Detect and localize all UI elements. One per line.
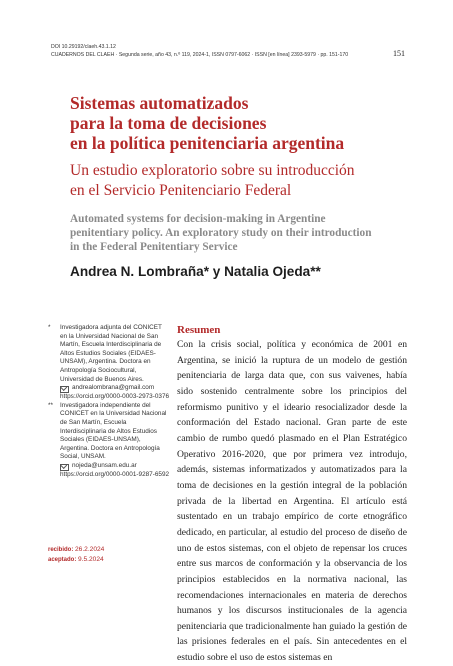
note-text: Investigadora adjunta del CONICET en la Universidad Nacional de San Martín, Escuela Interdisciplinaria de Altos Estudios Sociales (EIDAES-UNSAM), Argentina. Doctora en Antropología Sociocultural, Universidad de Buenos Aires. bbox=[60, 324, 162, 383]
english-title-line: in the Federal Penitentiary Service bbox=[70, 241, 238, 253]
author-notes bbox=[48, 324, 170, 480]
abstract-heading: Resumen bbox=[177, 324, 221, 336]
author-note bbox=[48, 324, 170, 402]
title-line: para la toma de decisiones bbox=[70, 113, 267, 133]
english-title-line: penitentiary policy. An exploratory study on their introduction bbox=[70, 227, 372, 239]
authors: Andrea N. Lombraña* y Natalia Ojeda** bbox=[70, 264, 321, 279]
envelope-icon bbox=[60, 386, 69, 393]
subtitle-line: Un estudio exploratorio sobre su introducción bbox=[70, 162, 355, 179]
received-date: 26.2.2024 bbox=[75, 546, 105, 553]
author-email[interactable]: nojeda@unsam.edu.ar bbox=[72, 461, 137, 469]
subtitle-line: en el Servicio Penitenciario Federal bbox=[70, 182, 292, 199]
english-title-line: Automated systems for decision-making in Argentine bbox=[70, 213, 326, 225]
article-subtitle bbox=[70, 161, 410, 201]
article-dates bbox=[48, 545, 170, 565]
note-marker: ** bbox=[48, 401, 53, 409]
author-orcid[interactable]: https://orcid.org/0000-0001-9287-6592 bbox=[60, 470, 170, 478]
doi-line: DOI 10.29192/claeh.43.1.12 bbox=[51, 44, 116, 50]
author-note bbox=[48, 402, 170, 480]
accepted-date: 9.5.2024 bbox=[78, 556, 104, 563]
author-email[interactable]: andrealombrana@gmail.com bbox=[72, 384, 155, 392]
accepted-label: aceptado: bbox=[48, 557, 77, 563]
abstract-text: Con la crisis social, política y económica de 2001 en Argentina, se inició la ruptura de un modelo de gestión penitenciaria de larga data que, con sus vaivenes, había sido sostenido centralmente sobre los principios del reformismo punitivo y el ideario resocializador desde la conformación del Estado nacional. Gran parte de este cambio de rumbo quedó plasmado en el Plan Estratégico Operativo 2016-2020, que por primera vez introdujo, además, sistemas informatizados y automatizados para la toma de decisiones en la gestión integral de la población privada de la libertad en Argentina. El artículo está sustentado en un trabajo empírico de corte etnográfico dedicado, en particular, al estudio del proceso de diseño de uno de estos sistemas, con el objeto de repensar los cruces entre sus marcos de conformación y la observancia de los principios establecidos en la normativa nacional, las recomendaciones internacionales en materia de derechos humanos y los discursos institucionales de la agencia penitenciaria que tradicionalmente han guiado la gestión de las prisiones federales en el país. Sin antecedentes en el estudio sobre el uso de estos sistemas en bbox=[177, 339, 407, 664]
note-marker: * bbox=[48, 324, 51, 331]
title-line: en la política penitenciaria argentina bbox=[70, 133, 345, 153]
received-label: recibido: bbox=[48, 547, 74, 553]
envelope-icon bbox=[60, 464, 69, 471]
author-orcid[interactable]: https://orcid.org/0000-0003-2973-0376 bbox=[60, 393, 170, 401]
running-header bbox=[51, 43, 405, 59]
title-line: Sistemas automatizados bbox=[70, 93, 249, 113]
article-title bbox=[70, 93, 410, 153]
note-text: Investigadora independiente del CONICET en la Universidad Nacional de San Martín, Escuela Interdisciplinaria de Altos Estudios Sociales (EIDAES-UNSAM), Argentina. Doctora en Antropología Social, UNSAM. bbox=[60, 401, 167, 461]
journal-line: CUADERNOS DEL CLAEH · Segunda serie, año 43, n.º 119, 2024-1, ISSN 0797-6062 · ISSN [en línea] 2393-5979 · pp. 151-170 bbox=[51, 52, 349, 58]
page-number: 151 bbox=[393, 49, 405, 58]
english-title bbox=[70, 212, 410, 254]
